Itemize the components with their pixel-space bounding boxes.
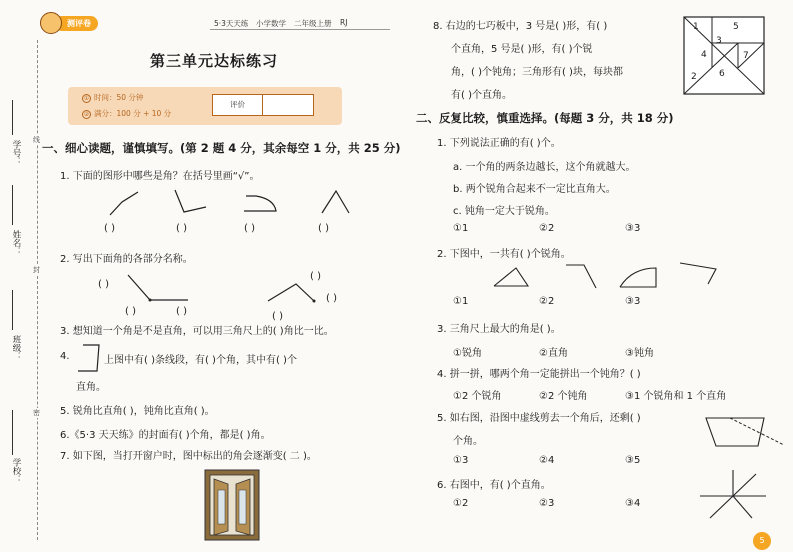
q1-answer-4[interactable]: ( ) <box>318 223 329 234</box>
q1-answer-1[interactable]: ( ) <box>104 223 115 234</box>
choice-3-option-1[interactable]: ①锐角 <box>453 348 482 359</box>
question-8-line-1: 8. 右边的七巧板中，3 号是( )形，有( ) <box>433 21 608 32</box>
choice-1: 1. 下列说法正确的有( )个。 <box>437 138 561 149</box>
question-4: 上图中有( )条线段，有( )个角，其中有( )个 <box>104 355 297 366</box>
question-5: 5. 锐角比直角( )，钝角比直角( )。 <box>60 406 215 417</box>
header-series: 5·3天天练 <box>214 19 249 28</box>
badge-label: 测评卷 <box>54 16 98 31</box>
student-id-label: 学号： <box>11 140 21 166</box>
q2-label-5[interactable]: ( ) <box>326 293 337 304</box>
header-edition: RJ <box>340 18 348 27</box>
evaluation-label: 评价 <box>213 95 263 115</box>
question-8-line-2: 个直角，5 号是( )形，有( )个锐 <box>451 44 593 55</box>
choice-3-option-2[interactable]: ②直角 <box>539 348 568 359</box>
q2-label-3[interactable]: ( ) <box>176 306 187 317</box>
question-4-cont: 直角。 <box>76 382 106 393</box>
question-6: 6.《5·3 天天练》的封面有( )个角，都是( )角。 <box>60 430 271 441</box>
tangram-label-4: 4 <box>701 50 707 60</box>
choice-5-option-2[interactable]: ②4 <box>539 455 555 466</box>
section-2-heading: 二、反复比较，慎重选择。(每题 3 分，共 18 分) <box>416 111 674 125</box>
question-8-line-3: 角，( )个钝角；三角形有( )块，每块都 <box>451 67 623 78</box>
q2-label-6[interactable]: ( ) <box>272 311 283 322</box>
question-3: 3. 想知道一个角是不是直角，可以用三角尺上的( )角比一比。 <box>60 326 334 337</box>
class-label: 班级： <box>11 335 21 361</box>
section-1-heading: 一、细心读题，谨慎填写。(第 2 题 4 分，其余每空 1 分，共 25 分) <box>42 141 401 155</box>
choice-4-option-3[interactable]: ③1 个锐角和 1 个直角 <box>625 391 727 402</box>
tangram-label-7: 7 <box>743 51 749 61</box>
choice-5-line-1: 5. 如右图，沿图中虚线剪去一个角后，还剩( ) <box>437 413 641 424</box>
question-4-number: 4. <box>60 351 70 362</box>
choice-5-option-3[interactable]: ③5 <box>625 455 641 466</box>
name-label: 姓名： <box>11 230 21 256</box>
q2-label-4[interactable]: ( ) <box>310 271 321 282</box>
question-7: 7. 如下图，当打开窗户时，图中标出的角会逐渐变( 二 )。 <box>60 451 317 462</box>
choice-3: 3. 三角尺上最大的角是( )。 <box>437 324 561 335</box>
score-info: ② 满分：100 分 + 10 分 <box>83 109 172 118</box>
q2-label-1[interactable]: ( ) <box>98 279 109 290</box>
cut-mark-secret: 密 <box>33 409 40 417</box>
tangram-label-3: 3 <box>716 36 722 46</box>
choice-6-option-1[interactable]: ①2 <box>453 498 469 509</box>
q1-answer-2[interactable]: ( ) <box>176 223 187 234</box>
tangram-label-2: 2 <box>691 72 697 82</box>
choice-2: 2. 下图中，一共有( )个锐角。 <box>437 249 571 260</box>
choice-1-a: a. 一个角的两条边越长，这个角就越大。 <box>453 162 636 173</box>
choice-1-option-1[interactable]: ①1 <box>453 223 469 234</box>
question-1: 1. 下面的图形中哪些是角？在括号里画“√”。 <box>60 171 260 182</box>
question-2: 2. 写出下面角的各部分名称。 <box>60 254 193 265</box>
time-info: ① 时间：50 分钟 <box>83 93 144 102</box>
header-grade: 二年级上册 <box>294 19 332 28</box>
cut-mark-seal: 封 <box>33 266 40 274</box>
choice-6: 6. 右图中，有( )个直角。 <box>437 480 551 491</box>
choice-6-option-2[interactable]: ②3 <box>539 498 555 509</box>
header-subject: 小学数学 <box>256 19 286 28</box>
question-8-line-4: 有( )个直角。 <box>451 90 512 101</box>
choice-3-option-3[interactable]: ③钝角 <box>625 348 654 359</box>
cut-mark-line: 线 <box>33 136 40 144</box>
choice-2-option-2[interactable]: ②2 <box>539 296 555 307</box>
choice-4-option-2[interactable]: ②2 个钝角 <box>539 391 588 402</box>
choice-2-option-3[interactable]: ③3 <box>625 296 641 307</box>
q1-answer-3[interactable]: ( ) <box>244 223 255 234</box>
tangram-label-5: 5 <box>733 22 739 32</box>
choice-1-option-2[interactable]: ②2 <box>539 223 555 234</box>
choice-6-option-3[interactable]: ③4 <box>625 498 641 509</box>
page-number: 5 <box>753 532 771 550</box>
choice-1-option-3[interactable]: ③3 <box>625 223 641 234</box>
tangram-label-1: 1 <box>693 22 699 32</box>
page-title: 第三单元达标练习 <box>150 52 279 70</box>
choice-4: 4. 拼一拼，哪两个角一定能拼出一个钝角？( ) <box>437 369 641 380</box>
q2-label-2[interactable]: ( ) <box>125 306 136 317</box>
choice-2-option-1[interactable]: ①1 <box>453 296 469 307</box>
choice-5-line-2: 个角。 <box>453 436 483 447</box>
choice-4-option-1[interactable]: ①2 个锐角 <box>453 391 502 402</box>
tangram-label-6: 6 <box>719 69 725 79</box>
choice-1-c: c. 钝角一定大于锐角。 <box>453 206 555 217</box>
choice-5-option-1[interactable]: ①3 <box>453 455 469 466</box>
school-label: 学校： <box>11 458 21 484</box>
choice-1-b: b. 两个锐角合起来不一定比直角大。 <box>453 184 616 195</box>
